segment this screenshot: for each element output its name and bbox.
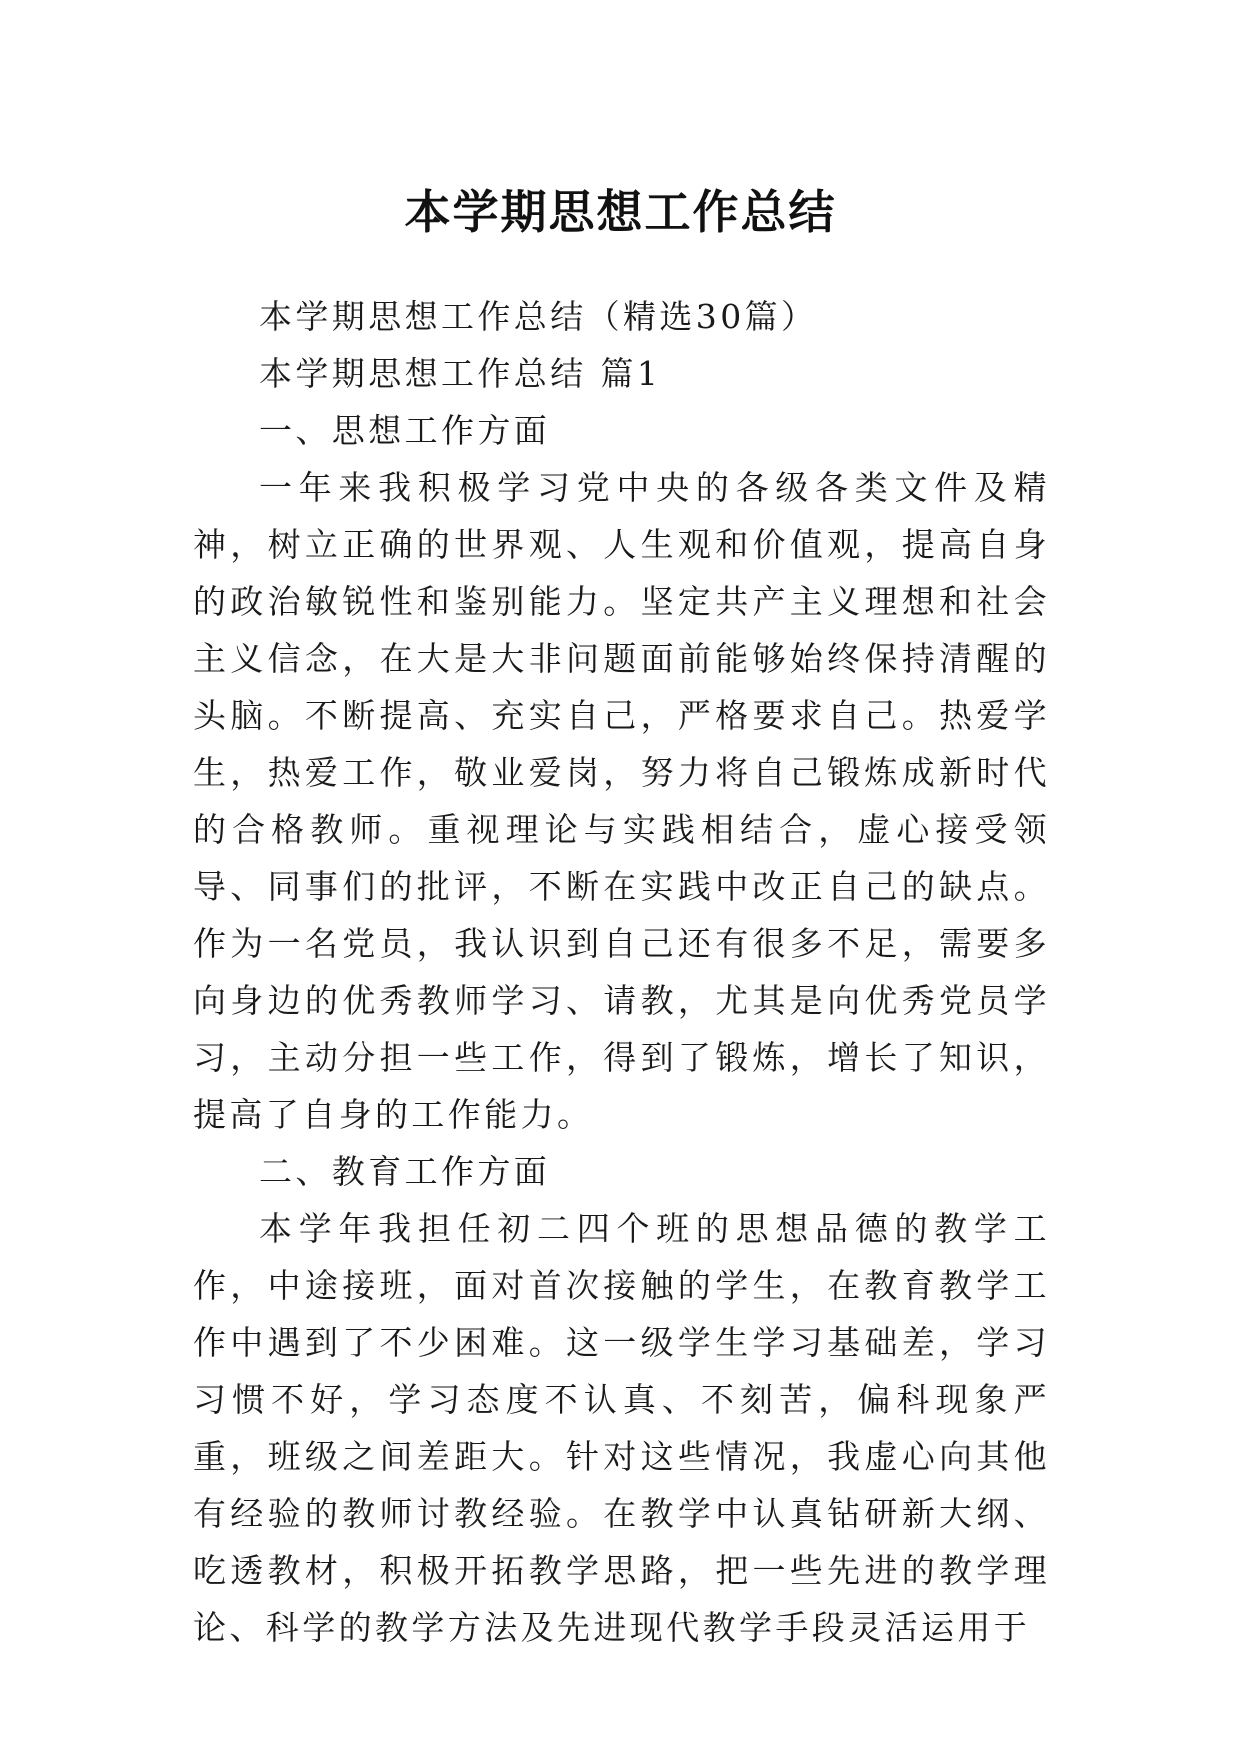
document-body bbox=[193, 288, 1050, 1656]
document-title: 本学期思想工作总结 bbox=[404, 184, 837, 239]
body-paragraph: 一年来我积极学习党中央的各级各类文件及精神，树立正确的世界观、人生观和价值观，提高自身的政治敏锐性和鉴别能力。坚定共产主义理想和社会主义信念，在大是大非问题面前能够始终保持清醒的头脑。不断提高、充实自己，严格要求自己。热爱学生，热爱工作，敬业爱岗，努力将自己锻炼成新时代的合格教师。重视理论与实践相结合，虚心接受领导、同事们的批评，不断在实践中改正自己的缺点。作为一名党员，我认识到自己还有很多不足，需要多向身边的优秀教师学习、请教，尤其是向优秀党员学习，主动分担一些工作，得到了锻炼，增长了知识，提高了自身的工作能力。 bbox=[193, 468, 1050, 1134]
section-heading-article-1: 本学期思想工作总结 篇1 bbox=[259, 354, 662, 393]
section-heading-thought-work: 一、思想工作方面 bbox=[259, 411, 551, 450]
body-paragraph: 本学年我担任初二四个班的思想品德的教学工作，中途接班，面对首次接触的学生，在教育教学工作中遇到了不少困难。这一级学生学习基础差，学习习惯不好，学习态度不认真、不刻苦，偏科现象严重，班级之间差距大。针对这些情况，我虚心向其他有经验的教师讨教经验。在教学中认真钻研新大纲、吃透教材，积极开拓教学思路，把一些先进的教学理论、科学的教学方法及先进现代教学手段灵活运用于 bbox=[193, 1209, 1050, 1647]
section-heading-education-work: 二、教育工作方面 bbox=[259, 1152, 551, 1191]
subtitle-paragraph: 本学期思想工作总结（精选30篇） bbox=[259, 297, 818, 336]
